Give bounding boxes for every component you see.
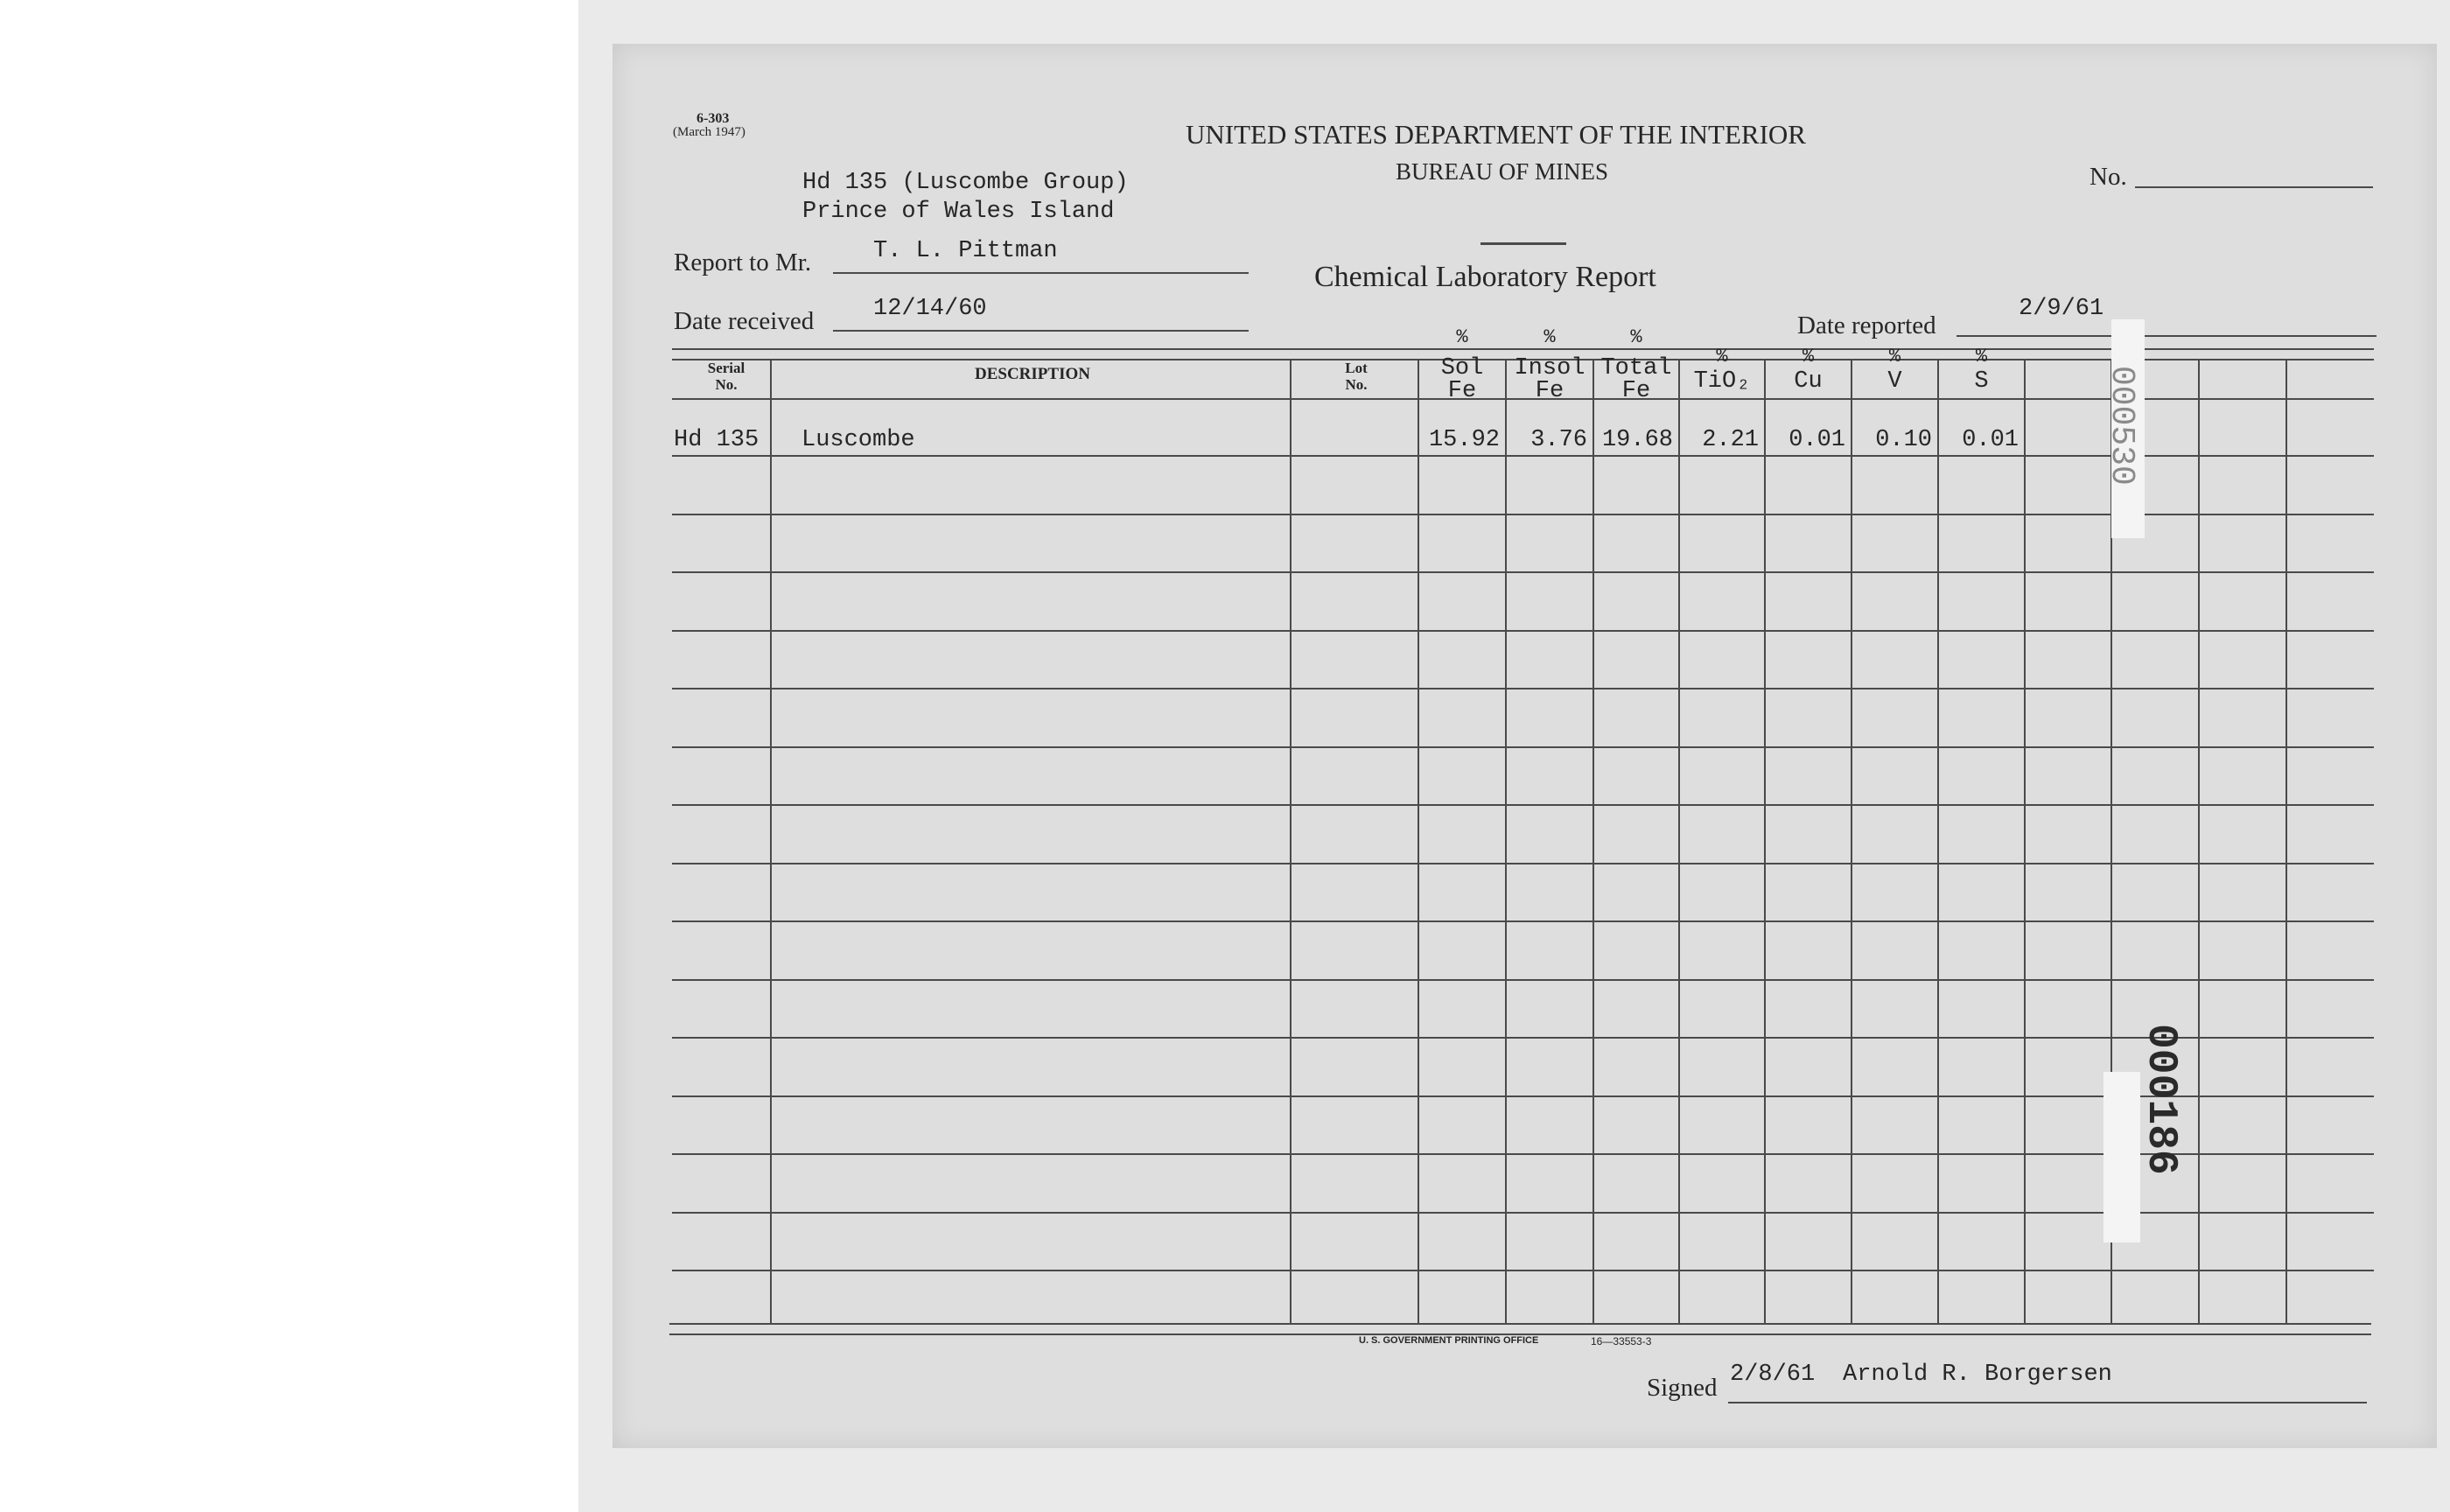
table-row-line	[672, 746, 2374, 748]
analyte-header: Insol Fe	[1514, 355, 1586, 404]
analyte-value: 0.01	[1962, 427, 2019, 453]
table-row-line	[672, 920, 2374, 922]
analyte-value: 3.76	[1530, 427, 1587, 453]
row-description: Luscombe	[802, 427, 915, 453]
analyte-value: 15.92	[1428, 427, 1500, 453]
date-received-value: 12/14/60	[873, 296, 987, 322]
analyte-percent-sign: %	[1630, 326, 1642, 348]
report-title: Chemical Laboratory Report	[1314, 261, 1656, 293]
analyte-percent-sign: %	[1975, 346, 1988, 368]
analyte-header: Sol Fe	[1440, 355, 1484, 404]
analyte-header: TiO₂	[1693, 368, 1751, 395]
table-column-line	[2024, 360, 2026, 1323]
signed-by: Arnold R. Borgersen	[1843, 1362, 2112, 1388]
table-row-line	[672, 1037, 2374, 1039]
table-row-line	[672, 1270, 2374, 1271]
date-reported-field[interactable]	[1956, 335, 2376, 337]
printer-note: U. S. GOVERNMENT PRINTING OFFICE	[1359, 1335, 1539, 1346]
table-column-line	[1290, 360, 1292, 1323]
sample-line-2: Prince of Wales Island	[802, 199, 1115, 225]
analyte-percent-sign: %	[1716, 346, 1728, 368]
signed-date: 2/8/61	[1730, 1362, 1816, 1388]
department-title: UNITED STATES DEPARTMENT OF THE INTERIOR	[1186, 119, 1806, 150]
date-reported-label: Date reported	[1797, 312, 1936, 340]
table-column-line	[770, 360, 772, 1323]
table-column-line	[1764, 360, 1766, 1323]
table-row-line	[672, 571, 2374, 573]
table-row-line	[672, 630, 2374, 632]
analyte-header: S	[1974, 368, 1989, 395]
no-label: No.	[2090, 163, 2127, 191]
analyte-value: 19.68	[1601, 427, 1673, 453]
signature-field[interactable]	[1728, 1402, 2367, 1404]
serial-header: Serial No.	[707, 360, 746, 393]
table-row-line	[672, 804, 2374, 806]
analyte-header: Cu	[1794, 368, 1823, 395]
report-to-label: Report to Mr.	[674, 248, 812, 276]
form-date: (March 1947)	[673, 125, 746, 139]
table-row-line	[672, 979, 2374, 981]
lot-header: Lot No.	[1345, 360, 1368, 393]
analyte-value: 0.10	[1875, 427, 1932, 453]
signed-label: Signed	[1647, 1374, 1718, 1402]
analyte-percent-sign: %	[1802, 346, 1815, 368]
analyte-value: 0.01	[1788, 427, 1845, 453]
archive-stamp-bottom: 000186	[2137, 1024, 2184, 1175]
date-received-field[interactable]	[833, 330, 1249, 332]
bureau-title: BUREAU OF MINES	[1396, 158, 1609, 185]
report-to-field[interactable]	[833, 272, 1249, 274]
table-row-line	[672, 688, 2374, 690]
table-column-line	[1851, 360, 1852, 1323]
table-column-line	[1678, 360, 1680, 1323]
analyte-value: 2.21	[1702, 427, 1759, 453]
archive-stamp-top: 000530	[2103, 366, 2140, 486]
stamp-sticker-bottom	[2104, 1072, 2140, 1242]
no-field[interactable]	[2135, 186, 2373, 188]
table-column-line	[1592, 360, 1594, 1323]
report-to-value: T. L. Pittman	[873, 238, 1058, 264]
analyte-header: Total Fe	[1600, 355, 1672, 404]
analyte-percent-sign: %	[1456, 326, 1468, 348]
row-serial: Hd 135	[674, 427, 760, 453]
analyte-header: V	[1887, 368, 1902, 395]
table-column-line	[2198, 360, 2200, 1323]
table-column-line	[1937, 360, 1939, 1323]
analyte-percent-sign: %	[1544, 326, 1556, 348]
title-rule	[1480, 242, 1566, 245]
table-column-line	[1505, 360, 1507, 1323]
table-bottom-rule	[669, 1323, 2371, 1325]
date-received-label: Date received	[674, 307, 815, 335]
form-number: 6-303	[696, 111, 730, 126]
table-column-line	[2286, 360, 2287, 1323]
table-column-line	[1418, 360, 1419, 1323]
date-reported-value: 2/9/61	[2019, 296, 2104, 322]
description-header: DESCRIPTION	[975, 365, 1090, 383]
sample-line-1: Hd 135 (Luscombe Group)	[802, 170, 1129, 196]
printer-code: 16—33553-3	[1591, 1335, 1652, 1348]
table-row-line	[672, 863, 2374, 864]
analyte-percent-sign: %	[1888, 346, 1901, 368]
